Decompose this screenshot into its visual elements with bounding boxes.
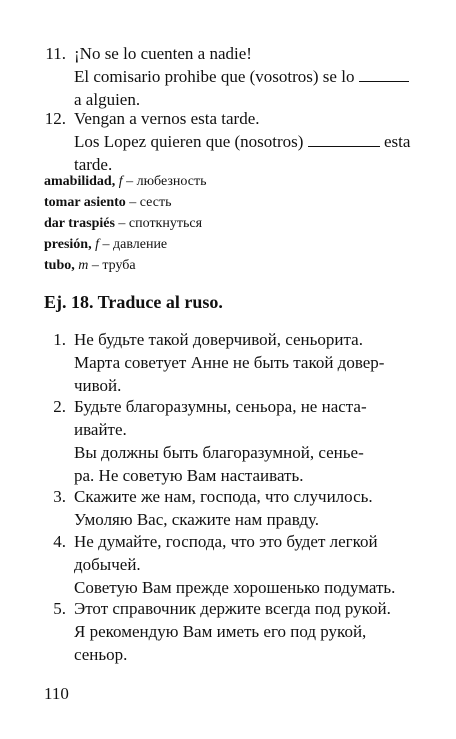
fill-blank	[359, 67, 409, 82]
ru-item-2	[46, 395, 426, 487]
fill-blank	[308, 132, 380, 147]
vocabulary-list	[44, 171, 206, 276]
item-number: 4.	[53, 532, 66, 551]
item-number: 1.	[53, 330, 66, 349]
item-line: Los Lopez quieren que (nosotros)	[74, 132, 304, 151]
item-line: чивой.	[74, 376, 122, 395]
item-line: ивайте.	[74, 420, 127, 439]
es-item-12	[46, 107, 426, 176]
page-number: 110	[44, 684, 69, 703]
vocab-entry: presión, f – давление	[44, 237, 168, 252]
exercise-heading: Ej. 18. Traduce al ruso.	[44, 292, 223, 312]
item-line: a alguien.	[74, 90, 141, 109]
item-line: ¡No se lo cuenten a nadie!	[74, 44, 252, 63]
item-line: El comisario prohibe que (vosotros) se lo	[74, 67, 355, 86]
item-number: 3.	[53, 487, 66, 506]
ru-item-4	[46, 530, 426, 599]
item-number: 2.	[53, 397, 66, 416]
item-line: Не думайте, господа, что это будет легкой	[74, 532, 378, 551]
item-number: 11.	[45, 44, 66, 63]
item-number: 5.	[53, 599, 66, 618]
item-line: Скажите же нам, господа, что случилось.	[74, 487, 373, 506]
item-line: ра. Не советую Вам настаивать.	[74, 466, 304, 485]
item-line: Vengan a vernos esta tarde.	[74, 109, 260, 128]
item-line: Советую Вам прежде хорошенько подумать.	[74, 578, 396, 597]
item-line: Не будьте такой доверчивой, сеньорита.	[74, 330, 363, 349]
item-line: Этот справочник держите всегда под рукой.	[74, 599, 391, 618]
item-line: Вы должны быть благоразумной, сенье-	[74, 443, 364, 462]
item-line: Умоляю Вас, скажите нам правду.	[74, 510, 320, 529]
es-item-11	[46, 42, 426, 111]
item-number: 12.	[44, 109, 66, 128]
item-line: Марта советует Анне не быть такой довер-	[74, 353, 385, 372]
ru-item-5	[46, 597, 426, 666]
vocab-entry: tubo, m – труба	[44, 258, 136, 273]
vocab-entry: amabilidad, f – любезность	[44, 174, 207, 189]
item-line: Будьте благоразумны, сеньора, не наста-	[74, 397, 367, 416]
ru-item-3	[46, 485, 426, 531]
item-line: tarde.	[74, 155, 113, 174]
vocab-entry: dar traspiés – споткнуться	[44, 216, 203, 231]
item-line: сеньор.	[74, 645, 128, 664]
item-line: Я рекомендую Вам иметь его под рукой,	[74, 622, 367, 641]
vocab-entry: tomar asiento – сесть	[44, 195, 172, 210]
item-line: esta	[383, 132, 411, 151]
ru-item-1	[46, 328, 426, 397]
item-line: добычей.	[74, 555, 141, 574]
